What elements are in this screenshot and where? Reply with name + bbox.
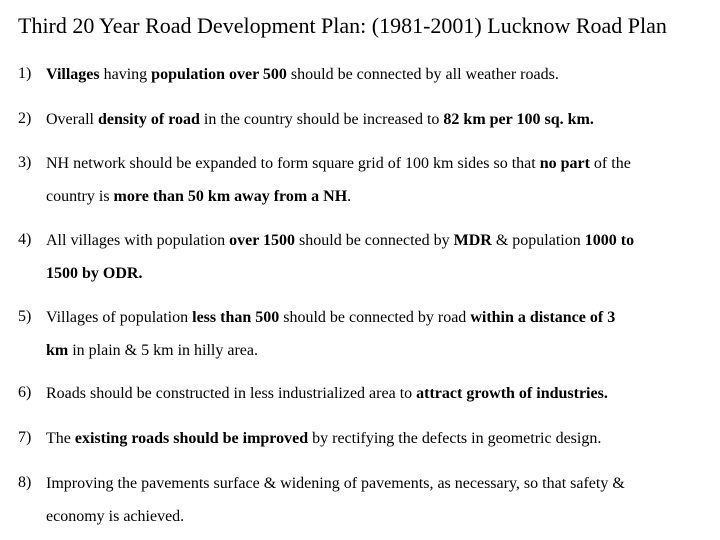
item-text-line: [46, 224, 710, 257]
item-text: [46, 58, 710, 91]
list-item-2: [18, 103, 710, 136]
item-text-line: [46, 334, 710, 367]
item-text: [46, 147, 710, 213]
emphasis-text: population over 500: [151, 66, 287, 83]
item-text-line: [46, 500, 710, 533]
item-number: 3): [18, 154, 32, 171]
item-text: [46, 467, 710, 533]
body-text: Improving the pavements surface & widening of pavements, as necessary, so that safety &: [46, 475, 625, 492]
item-text-line: [46, 467, 710, 500]
item-text-line: [46, 180, 710, 213]
emphasis-text: Villages: [46, 66, 100, 83]
item-text: [46, 377, 710, 410]
body-text: economy is achieved.: [46, 508, 185, 525]
emphasis-text: more than 50 km away from a NH: [113, 188, 348, 205]
body-text: of the: [589, 155, 631, 172]
emphasis-text: less than 500: [192, 309, 280, 326]
body-text: should be connected by all weather roads.: [286, 66, 559, 83]
body-text: All villages with population: [46, 232, 230, 249]
body-text: having: [99, 66, 152, 83]
emphasis-text: 1500 by ODR.: [46, 265, 143, 282]
body-text: .: [347, 188, 352, 205]
page-title: Third 20 Year Road Development Plan: (1981-2001) Lucknow Road Plan: [18, 13, 667, 38]
emphasis-text: MDR: [453, 232, 492, 249]
emphasis-text: existing roads should be improved: [74, 430, 309, 447]
list-item-8: [18, 467, 710, 533]
list-item-6: [18, 377, 710, 410]
emphasis-text: attract growth of industries.: [416, 385, 608, 402]
list-item-1: [18, 58, 710, 91]
body-text: Villages of population: [46, 309, 193, 326]
list-item-3: [18, 147, 710, 213]
item-number: 5): [18, 308, 32, 325]
item-text-line: [46, 147, 710, 180]
item-text-line: [46, 58, 710, 91]
list-item-4: [18, 224, 710, 290]
emphasis-text: no part: [539, 155, 590, 172]
item-text-line: [46, 103, 710, 136]
body-text: The: [46, 430, 75, 447]
item-text-line: [46, 257, 710, 290]
body-text: country is: [46, 188, 114, 205]
emphasis-text: over 1500: [229, 232, 296, 249]
emphasis-text: 1000 to: [584, 232, 635, 249]
item-number: 1): [18, 65, 32, 82]
item-number: 4): [18, 231, 32, 248]
emphasis-text: 82 km per 100 sq. km.: [443, 111, 594, 128]
item-text: [46, 422, 710, 455]
item-text-line: [46, 377, 710, 410]
body-text: by rectifying the defects in geometric design.: [308, 430, 602, 447]
body-text: should be connected by road: [279, 309, 471, 326]
list-item-5: [18, 301, 710, 367]
item-text: [46, 224, 710, 290]
body-text: & population: [491, 232, 585, 249]
item-number: 2): [18, 110, 32, 127]
body-text: should be connected by: [295, 232, 454, 249]
item-number: 8): [18, 474, 32, 491]
body-text: Roads should be constructed in less industrialized area to: [46, 385, 417, 402]
body-text: NH network should be expanded to form square grid of 100 km sides so that: [46, 155, 540, 172]
item-text-line: [46, 422, 710, 455]
list-item-7: [18, 422, 710, 455]
body-text: Overall: [46, 111, 98, 128]
emphasis-text: km: [46, 342, 69, 359]
emphasis-text: within a distance of 3: [470, 309, 616, 326]
body-text: in the country should be increased to: [199, 111, 444, 128]
body-text: in plain & 5 km in hilly area.: [68, 342, 258, 359]
emphasis-text: density of road: [97, 111, 200, 128]
item-number: 6): [18, 384, 32, 401]
item-text-line: [46, 301, 710, 334]
item-text: [46, 103, 710, 136]
item-number: 7): [18, 429, 32, 446]
item-text: [46, 301, 710, 367]
